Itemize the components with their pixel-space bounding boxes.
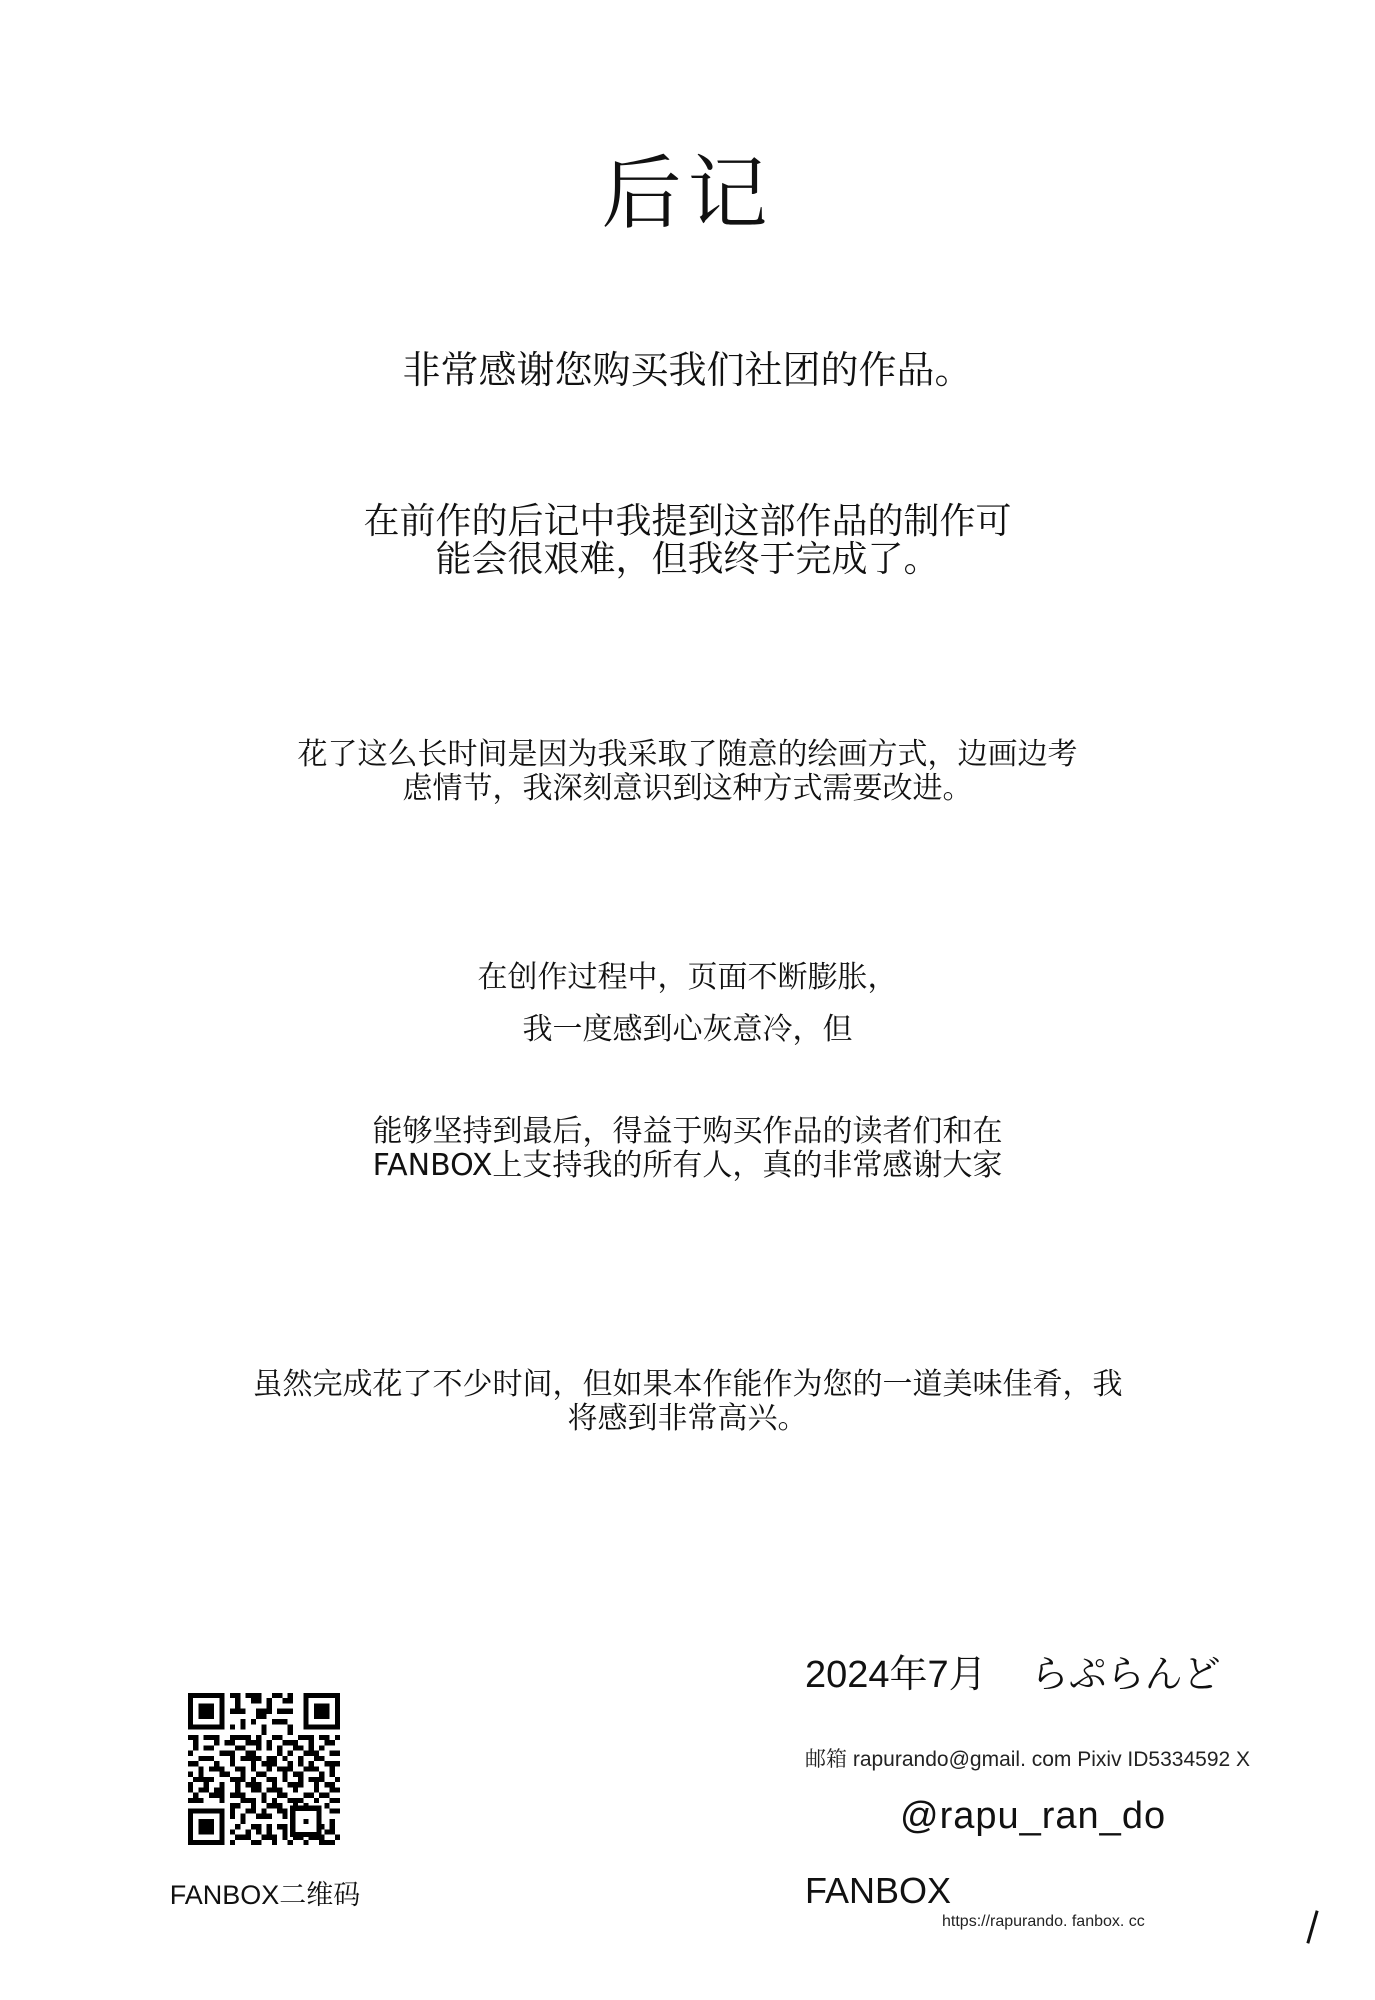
paragraph-line: 将感到非常高兴。	[567, 1401, 808, 1436]
paragraph-line: FANBOX上支持我的所有人，真的非常感谢大家	[372, 1148, 1003, 1183]
paragraph-closing	[0, 1368, 1375, 1436]
paragraph-discouraged-2	[0, 1012, 1375, 1048]
paragraph-line: 能会很艰难，但我终于完成了。	[435, 539, 940, 580]
paragraph-line: 我一度感到心灰意冷，但	[522, 1012, 853, 1047]
paragraph-line: 能够坚持到最后，得益于购买作品的读者们和在	[372, 1114, 1003, 1149]
contact-info: 邮箱 rapurando@gmail. com Pixiv ID5334592 X	[805, 1748, 1251, 1771]
qr-code-icon[interactable]	[188, 1693, 340, 1845]
author-signature: らぷらんど	[1030, 1654, 1221, 1696]
paragraph-line: 虽然完成花了不少时间，但如果本作能作为您的一道美味佳肴，我	[252, 1367, 1123, 1402]
paragraph-supporters	[0, 1115, 1375, 1183]
paragraph-previous-work	[0, 503, 1375, 579]
paragraph-line: 在创作过程中，页面不断膨胀，	[477, 960, 898, 995]
date-signature-line	[805, 1643, 1221, 1698]
social-handle[interactable]: @rapu_ran_do	[900, 1795, 1167, 1837]
page-title: 后记	[601, 147, 774, 240]
slash-mark	[1306, 1910, 1318, 1944]
paragraph-line: 非常感谢您购买我们社团的作品。	[402, 348, 973, 392]
paragraph-discouraged-1	[0, 960, 1375, 996]
qr-code-label: FANBOX二维码	[169, 1880, 361, 1910]
paragraph-line: 虑情节，我深刻意识到这种方式需要改进。	[402, 771, 973, 806]
paragraph-line: 花了这么长时间是因为我采取了随意的绘画方式，边画边考	[297, 737, 1078, 772]
paragraph-drawing-method	[0, 738, 1375, 806]
fanbox-label: FANBOX	[805, 1870, 952, 1911]
paragraph-thanks	[0, 350, 1375, 390]
paragraph-line: 在前作的后记中我提到这部作品的制作可	[363, 501, 1012, 542]
publish-date: 2024年7月	[805, 1654, 987, 1696]
fanbox-url-link[interactable]: https://rapurando. fanbox. cc	[942, 1913, 1145, 1930]
